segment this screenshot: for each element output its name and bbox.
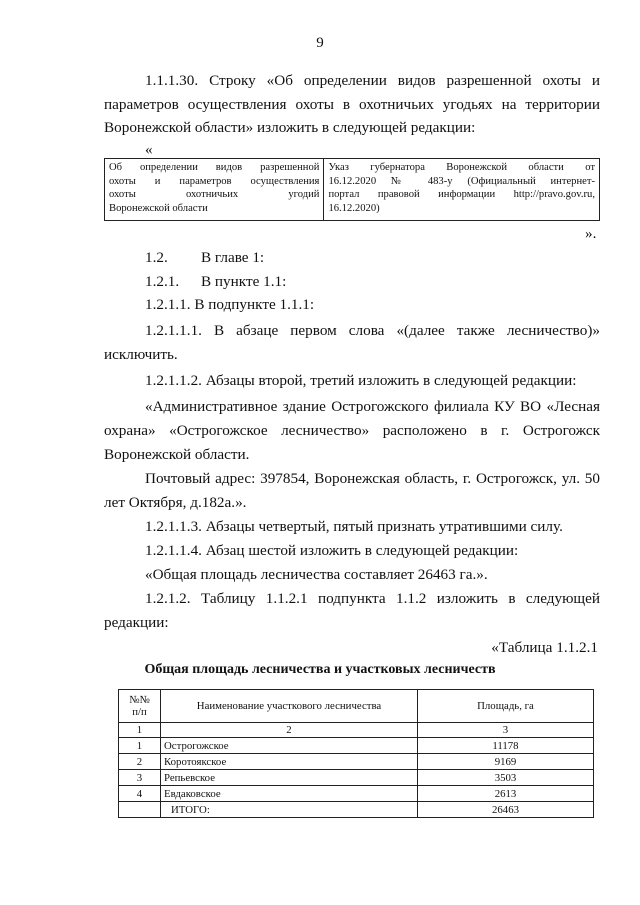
address-line-1: Почтовый адрес: 397854, Воронежская область, г. Острогожск, ул. 50 [145, 470, 600, 487]
row-number: 3 [119, 770, 161, 786]
act-table [104, 158, 600, 221]
row-area: 2613 [418, 786, 594, 802]
item-1-2-1-1: 1.2.1.1. В подпункте 1.1.1: [145, 296, 315, 313]
act-title-line: охоты охотничьих угодий [109, 189, 320, 200]
row-number: 4 [119, 786, 161, 802]
act-title-line: Об определении видов разрешенной [109, 162, 320, 173]
total-label: ИТОГО: [161, 802, 418, 818]
paragraph-1-2-1-1-1: 1.2.1.1.1. В абзаце первом слова «(далее также лесничество)» [145, 322, 600, 339]
table-row [119, 754, 594, 770]
intro-line-1: 1.1.1.30. Строку «Об определении видов разрешенной охоты и [145, 72, 600, 89]
row-area: 9169 [418, 754, 594, 770]
row-area: 11178 [418, 738, 594, 754]
quote-line-2: охрана» «Острогожское лесничество» расположено в г. Острогожск [104, 422, 600, 439]
act-reference-line: Указ губернатора Воронежской области от [328, 162, 595, 173]
address-line-2: лет Октября, д.182а.». [104, 494, 247, 511]
paragraph-1-2-1-2: 1.2.1.2. Таблицу 1.1.2.1 подпункта 1.1.2 изложить в следующей [145, 590, 600, 607]
row-area: 3503 [418, 770, 594, 786]
column-number-row [119, 723, 594, 738]
act-title-cell [105, 159, 324, 221]
row-name: Евдаковское [161, 786, 418, 802]
header-area: Площадь, га [418, 690, 594, 723]
paragraph-1-2-1-1-4: 1.2.1.1.4. Абзац шестой изложить в следующей редакции: [145, 542, 519, 559]
intro-line-2: параметров осуществления охоты в охотничьих угодьях на территории [104, 96, 600, 113]
act-reference-cell [324, 159, 600, 221]
column-number: 3 [418, 723, 594, 738]
table-row [119, 738, 594, 754]
page-number: 9 [316, 35, 324, 51]
header-name: Наименование участкового лесничества [161, 690, 418, 723]
row-name: Коротоякское [161, 754, 418, 770]
act-title-line: охоты и параметров осуществления [109, 175, 320, 187]
open-quote: « [145, 141, 153, 158]
row-number: 2 [119, 754, 161, 770]
close-quote: ». [585, 225, 597, 242]
row-number: 1 [119, 738, 161, 754]
item-1-2-1-text: В пункте 1.1: [201, 273, 287, 290]
act-reference-line: портал правовой информации http://pravo.gov.ru, [328, 189, 595, 200]
column-number: 1 [119, 723, 161, 738]
intro-line-3: Воронежской области» изложить в следующей редакции: [104, 119, 476, 136]
paragraph-1-2-1-1-2: 1.2.1.1.2. Абзацы второй, третий изложить в следующей редакции: [145, 372, 577, 389]
column-number: 2 [161, 723, 418, 738]
header-number: №№ п/п [119, 690, 161, 723]
item-1-2-number: 1.2. [145, 249, 168, 266]
paragraph-1-2-1-1-3: 1.2.1.1.3. Абзацы четвертый, пятый признать утратившими силу. [145, 518, 563, 535]
total-empty-cell [119, 802, 161, 818]
paragraph-1-2-1-2-end: редакции: [104, 614, 169, 631]
act-reference-line: 16.12.2020 № 483-у (Официальный интернет- [328, 175, 595, 187]
area-table [118, 689, 594, 818]
row-name: Острогожское [161, 738, 418, 754]
paragraph-1-2-1-1-1-end: исключить. [104, 346, 178, 363]
table-reference: «Таблица 1.1.2.1 [491, 639, 598, 656]
table-row [119, 786, 594, 802]
table-row [119, 770, 594, 786]
quote-line-1: «Административное здание Острогожского филиала КУ ВО «Лесная [145, 398, 600, 415]
total-value: 26463 [418, 802, 594, 818]
table-title: Общая площадь лесничества и участковых лесничеств [144, 662, 496, 677]
act-reference-line: 16.12.2020) [328, 202, 380, 214]
item-1-2-1-number: 1.2.1. [145, 273, 180, 290]
item-1-2-text: В главе 1: [201, 249, 265, 266]
area-statement: «Общая площадь лесничества составляет 26463 га.». [145, 566, 488, 583]
table-header-row [119, 690, 594, 723]
total-row [119, 802, 594, 818]
act-title-line: Воронежской области [109, 202, 208, 214]
row-name: Репьевское [161, 770, 418, 786]
quote-line-3: Воронежской области. [104, 446, 250, 463]
